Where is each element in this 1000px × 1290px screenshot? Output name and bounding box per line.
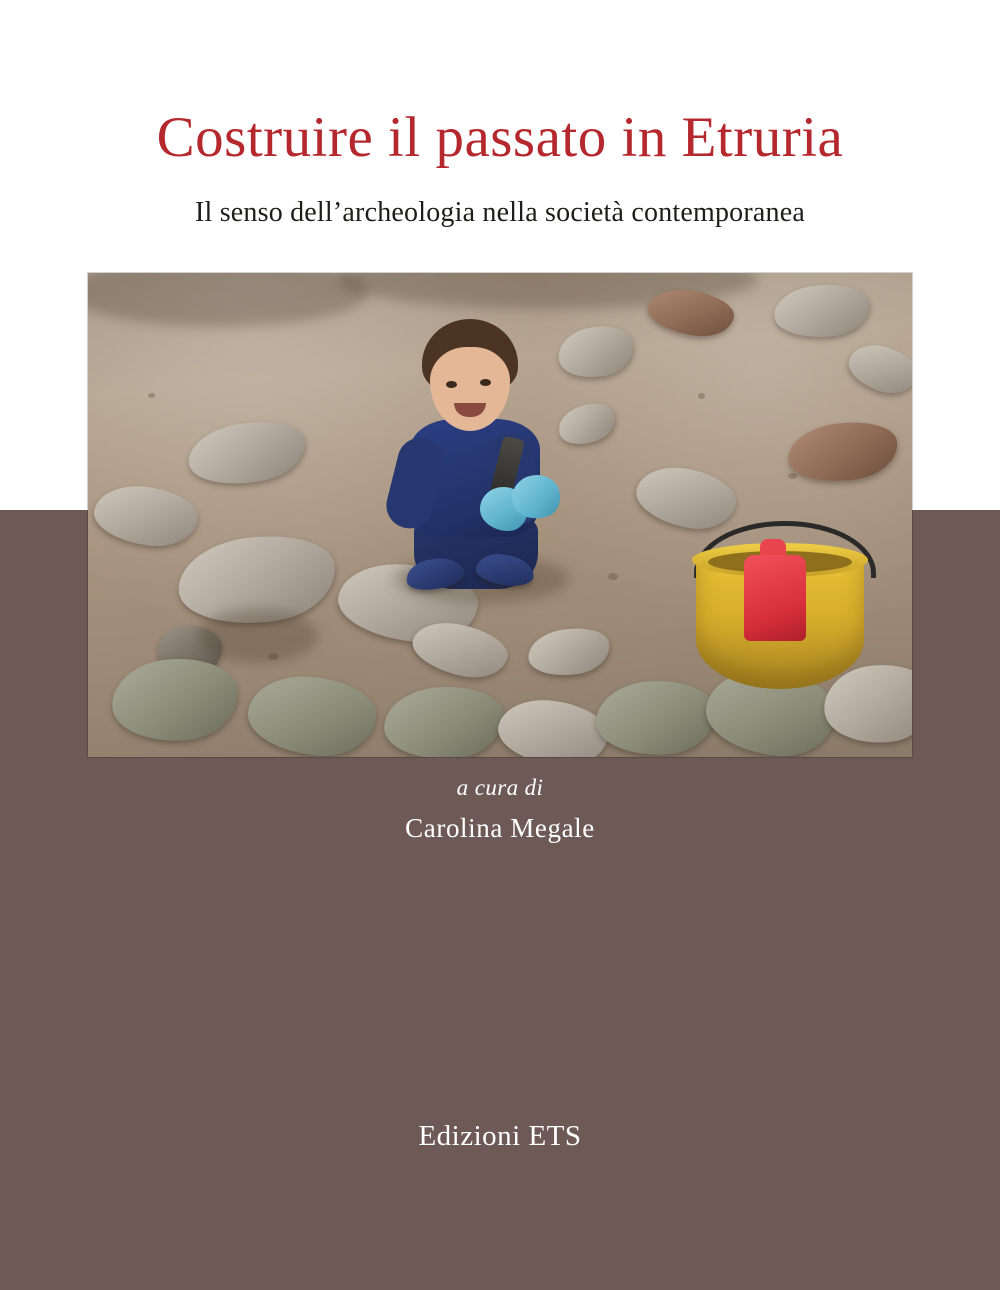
child-figure xyxy=(388,319,578,609)
publisher-name: Edizioni ETS xyxy=(418,1120,582,1152)
cover-photo xyxy=(88,273,912,757)
title-block xyxy=(0,105,1000,229)
editor-name: Carolina Megale xyxy=(405,813,595,843)
yellow-bucket xyxy=(688,521,873,691)
editor-credits xyxy=(0,775,1000,844)
page-subtitle: Il senso dell’archeologia nella società contemporanea xyxy=(194,196,805,228)
editor-label: a cura di xyxy=(456,775,544,800)
page-title: Costruire il passato in Etruria xyxy=(156,106,844,169)
